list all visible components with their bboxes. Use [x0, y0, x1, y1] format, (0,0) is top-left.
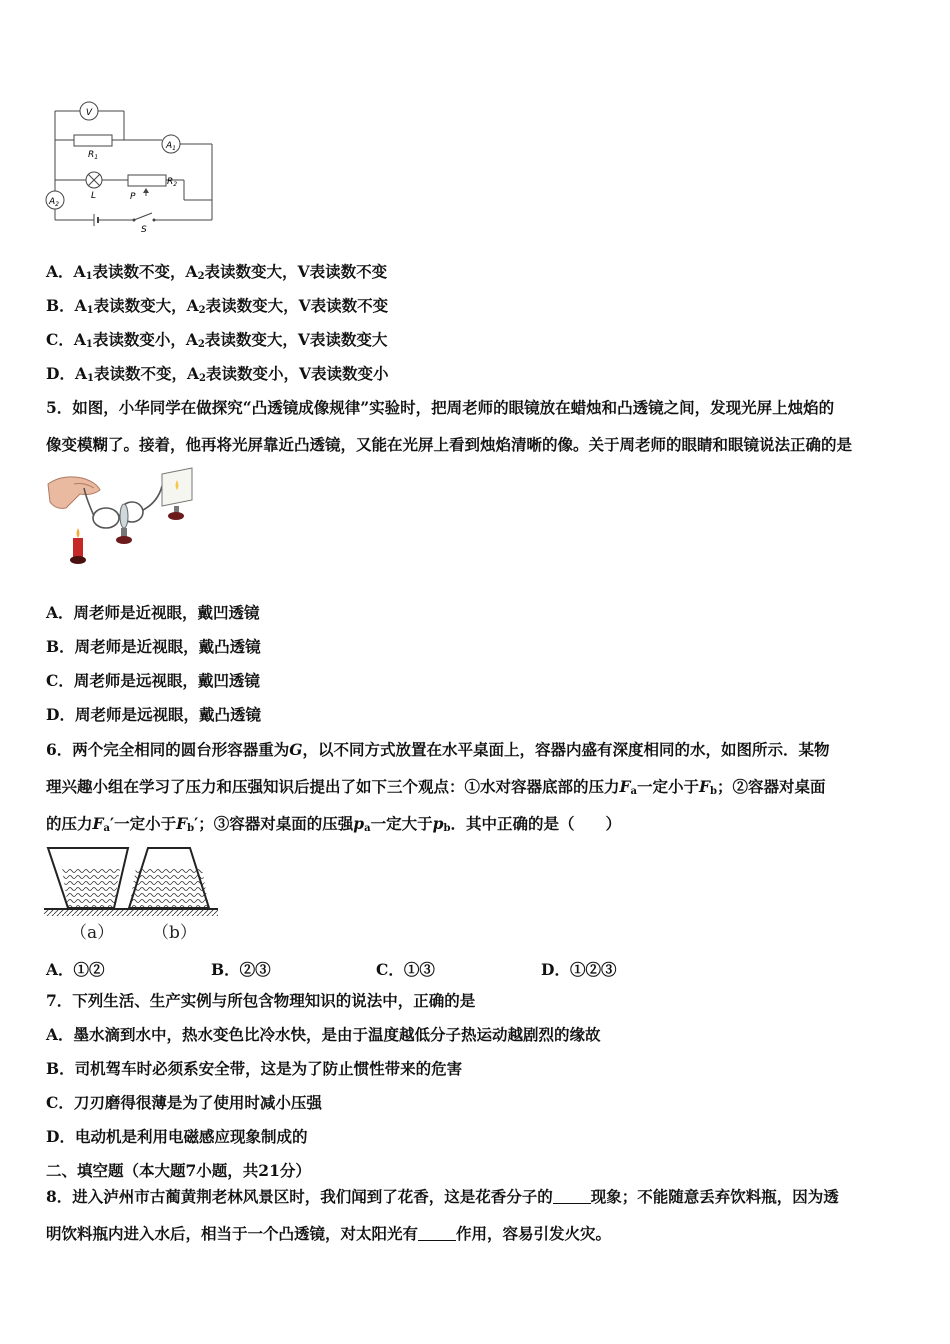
q6-stem-line1: 6．两个完全相同的圆台形容器重为G，以不同方式放置在水平桌面上，容器内盛有深度相同的水，如图所示．某物 [46, 740, 830, 759]
containers-figure [44, 844, 222, 918]
resistor-r1-label: $R_1$ [88, 150, 99, 161]
blank-1[interactable] [553, 1189, 591, 1204]
q7-option-b: B．司机驾车时必须系安全带，这是为了防止惯性带来的危害 [46, 1059, 463, 1078]
q8-line2: 明饮料瓶内进入水后，相当于一个凸透镜，对太阳光有 作用，容易引发火灾。 [46, 1224, 612, 1243]
q6-stem-line2: 理兴趣小组在学习了压力和压强知识后提出了如下三个观点：①水对容器底部的压力$F_a$一定小于$F_b$；②容器对桌面 [46, 777, 826, 797]
q4-option-a: A．$A_1$表读数不变，$A_2$表读数变大，V表读数不变 [46, 262, 388, 282]
slider-p-label: P [130, 192, 136, 202]
resistor-r2-label: $R_2$ [167, 177, 178, 188]
q6-stem-line3: 的压力$F_a'$一定小于$F_b'$；③容器对桌面的压强$p_a$一定大于$p_b$．其中正确的是（ ） [46, 814, 621, 834]
q7-stem: 7．下列生活、生产实例与所包含物理知识的说法中，正确的是 [46, 991, 476, 1010]
figure-a-label: （a） [70, 923, 115, 943]
q5-option-d: D．周老师是远视眼，戴凸透镜 [46, 705, 261, 724]
q6-option-b: B．②③ [211, 960, 271, 979]
circuit-diagram [44, 96, 220, 236]
q5-option-a: A．周老师是近视眼，戴凹透镜 [46, 603, 260, 622]
figure-b-label: （b） [152, 923, 197, 943]
q5-stem-line2: 像变模糊了。接着，他再将光屏靠近凸透镜，又能在光屏上看到烛焰清晰的像。关于周老师的眼睛和眼镜说法正确的是 [46, 435, 853, 454]
q4-option-c: C．$A_1$表读数变小，$A_2$表读数变大，V表读数变大 [46, 330, 388, 350]
ammeter-a1-label: $A_1$ [166, 141, 176, 152]
lens-experiment-illustration [44, 466, 200, 570]
lamp-label: L [91, 191, 97, 201]
voltmeter-label: V [85, 108, 93, 118]
q8-line1: 8．进入泸州市古蔺黄荆老林风景区时，我们闻到了花香，这是花香分子的 现象；不能随意丢弃饮料瓶，因为透 [46, 1187, 839, 1206]
q6-option-a: A．①② [46, 960, 105, 979]
q5-option-c: C．周老师是远视眼，戴凹透镜 [46, 671, 260, 690]
q5-option-b: B．周老师是近视眼，戴凸透镜 [46, 637, 261, 656]
switch-label: S [141, 225, 147, 235]
q6-option-c: C．①③ [376, 960, 435, 979]
section-title: 二、填空题（本大题7小题，共21分） [46, 1161, 311, 1180]
blank-2[interactable] [418, 1226, 456, 1241]
q4-option-b: B．$A_1$表读数变大，$A_2$表读数变大，V表读数不变 [46, 296, 389, 316]
q7-option-a: A．墨水滴到水中，热水变色比冷水快，是由于温度越低分子热运动越剧烈的缘故 [46, 1025, 601, 1044]
q6-option-d: D．①②③ [541, 960, 617, 979]
q5-stem-line1: 5．如图，小华同学在做探究“凸透镜成像规律”实验时，把周老师的眼镜放在蜡烛和凸透镜之间，发现光屏上烛焰的 [46, 398, 835, 417]
q4-option-d: D．$A_1$表读数不变，$A_2$表读数变小，V表读数变小 [46, 364, 389, 384]
q7-option-c: C．刀刃磨得很薄是为了使用时减小压强 [46, 1093, 322, 1112]
q7-option-d: D．电动机是利用电磁感应现象制成的 [46, 1127, 308, 1146]
ammeter-a2-label: $A_2$ [49, 197, 59, 208]
